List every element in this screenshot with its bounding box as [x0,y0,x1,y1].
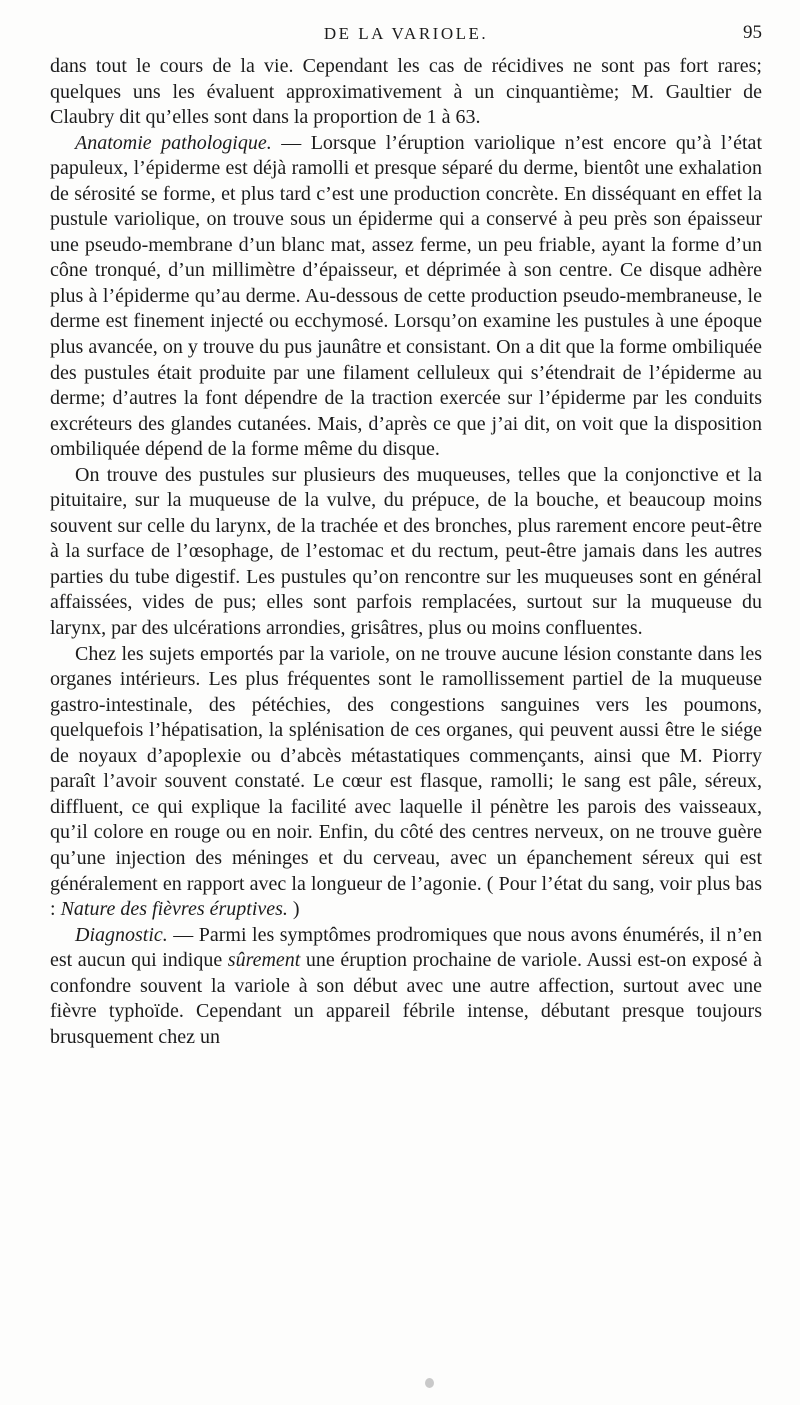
paragraph-text: On trouve des pustules sur plusieurs des muqueuses, telles que la conjonctive et la pituitaire, sur la muqueuse de la vulve, du prépuce, de la bouche, et beaucoup moins souvent sur celle du larynx, de la trachée et des bronches, plus rarement encore peut-être à la surface de l’œsophage, de l’estomac et du rectum, peut-être jamais dans les autres parties du tube digestif. Les pustules qu’on rencontre sur les muqueuses sont en général affaissées, vides de pus; elles sont parfois remplacées, surtout sur la muqueuse du larynx, par des ulcérations arrondies, grisâtres, plus ou moins confluentes. [50,463,762,640]
cross-reference: Nature des fièvres éruptives. [60,898,288,921]
page-number: 95 [743,22,762,43]
paragraph-text: dans tout le cours de la vie. Cependant les cas de récidives ne sont pas fort rares; quelques uns les évaluent approximativement à un cinquantième; M. Gaultier de Claubry dit qu’elles sont dans la proportion de 1 à 63. [50,55,762,129]
paragraph-text: — Lorsque l’éruption variolique n’est encore qu’à l’état papuleux, l’épiderme est déjà ramolli et presque séparé du derme, bientôt une exhalation de sérosité se forme, et plus tard c’est une production concrète. En disséquant en effet la pustule variolique, on trouve sous un épiderme qui a conservé à peu près son épaisseur une pseudo-membrane d’un blanc mat, assez ferme, un peu friable, ayant la forme d’un cône tronqué, d’un millimètre d’épaisseur, et déprimée à son centre. Ce disque adhère plus à l’épiderme qu’au derme. Au-dessous de cette production pseudo-membraneuse, le derme est finement injecté ou ecchymosé. Lorsqu’on examine les pustules à une époque plus avancée, on y trouve du pus jaunâtre et consistant. On a dit que la forme ombiliquée des pustules était produite par une filament celluleux qui s’étendrait de l’épiderme au derme; d’autres la font dépendre de la traction exercée sur l’épiderme par les conduits excréteurs des glandes cutanées. Mais, d’après ce que j’ai dit, on voit que la disposition ombiliquée dépend de la forme même du disque. [50,131,762,461]
paragraph-text: — Parmi les symptômes prodromiques que nous avons énumérés, il n’en est aucun qui indique [50,923,762,972]
body-text [50,54,762,1050]
paragraph-text-end: une éruption prochaine de variole. Aussi est-on exposé à confondre souvent la variole à son début avec une autre affection, surtout avec une fièvre typhoïde. Cependant un appareil fébrile intense, débutant presque toujours brusquement chez un [50,949,762,1048]
section-heading-anatomie: Anatomie pathologique. [75,131,272,154]
paragraph-text: Chez les sujets emportés par la variole, on ne trouve aucune lésion constante dans les organes intérieurs. Les plus fréquentes sont le ramollissement partiel de la muqueuse gastro-intestinale, des pétéchies, des congestions sanguines vers les poumons, quelquefois l’hépatisation, la splénisation de ces organes, qui peuvent aussi être le siége de noyaux d’apoplexie ou d’abcès métastatiques commençants, ainsi que M. Piorry paraît l’avoir souvent constaté. Le cœur est flasque, ramolli; le sang est pâle, séreux, diffluent, ce qui explique la facilité avec laquelle il pénètre les parois des vaisseaux, qu’il colore en rouge ou en noir. Enfin, du côté des centres nerveux, on ne trouve guère qu’une injection des méninges et du cerveau, avec un épanchement séreux qui est généralement en rapport avec la longueur de l’agonie. ( Pour l’état du sang, voir plus bas : [50,642,762,921]
paragraph-3 [50,463,762,642]
paragraph-5 [50,923,762,1051]
running-head [50,18,762,48]
emphasis: sûrement [227,949,301,972]
paragraph-2 [50,131,762,463]
running-title: DE LA VARIOLE. [323,24,489,43]
paragraph-4 [50,642,762,923]
ink-spot [425,1378,434,1388]
paragraph-text-end: ) [287,898,300,921]
paragraph-1 [50,54,762,131]
section-heading-diagnostic: Diagnostic. [75,923,168,946]
